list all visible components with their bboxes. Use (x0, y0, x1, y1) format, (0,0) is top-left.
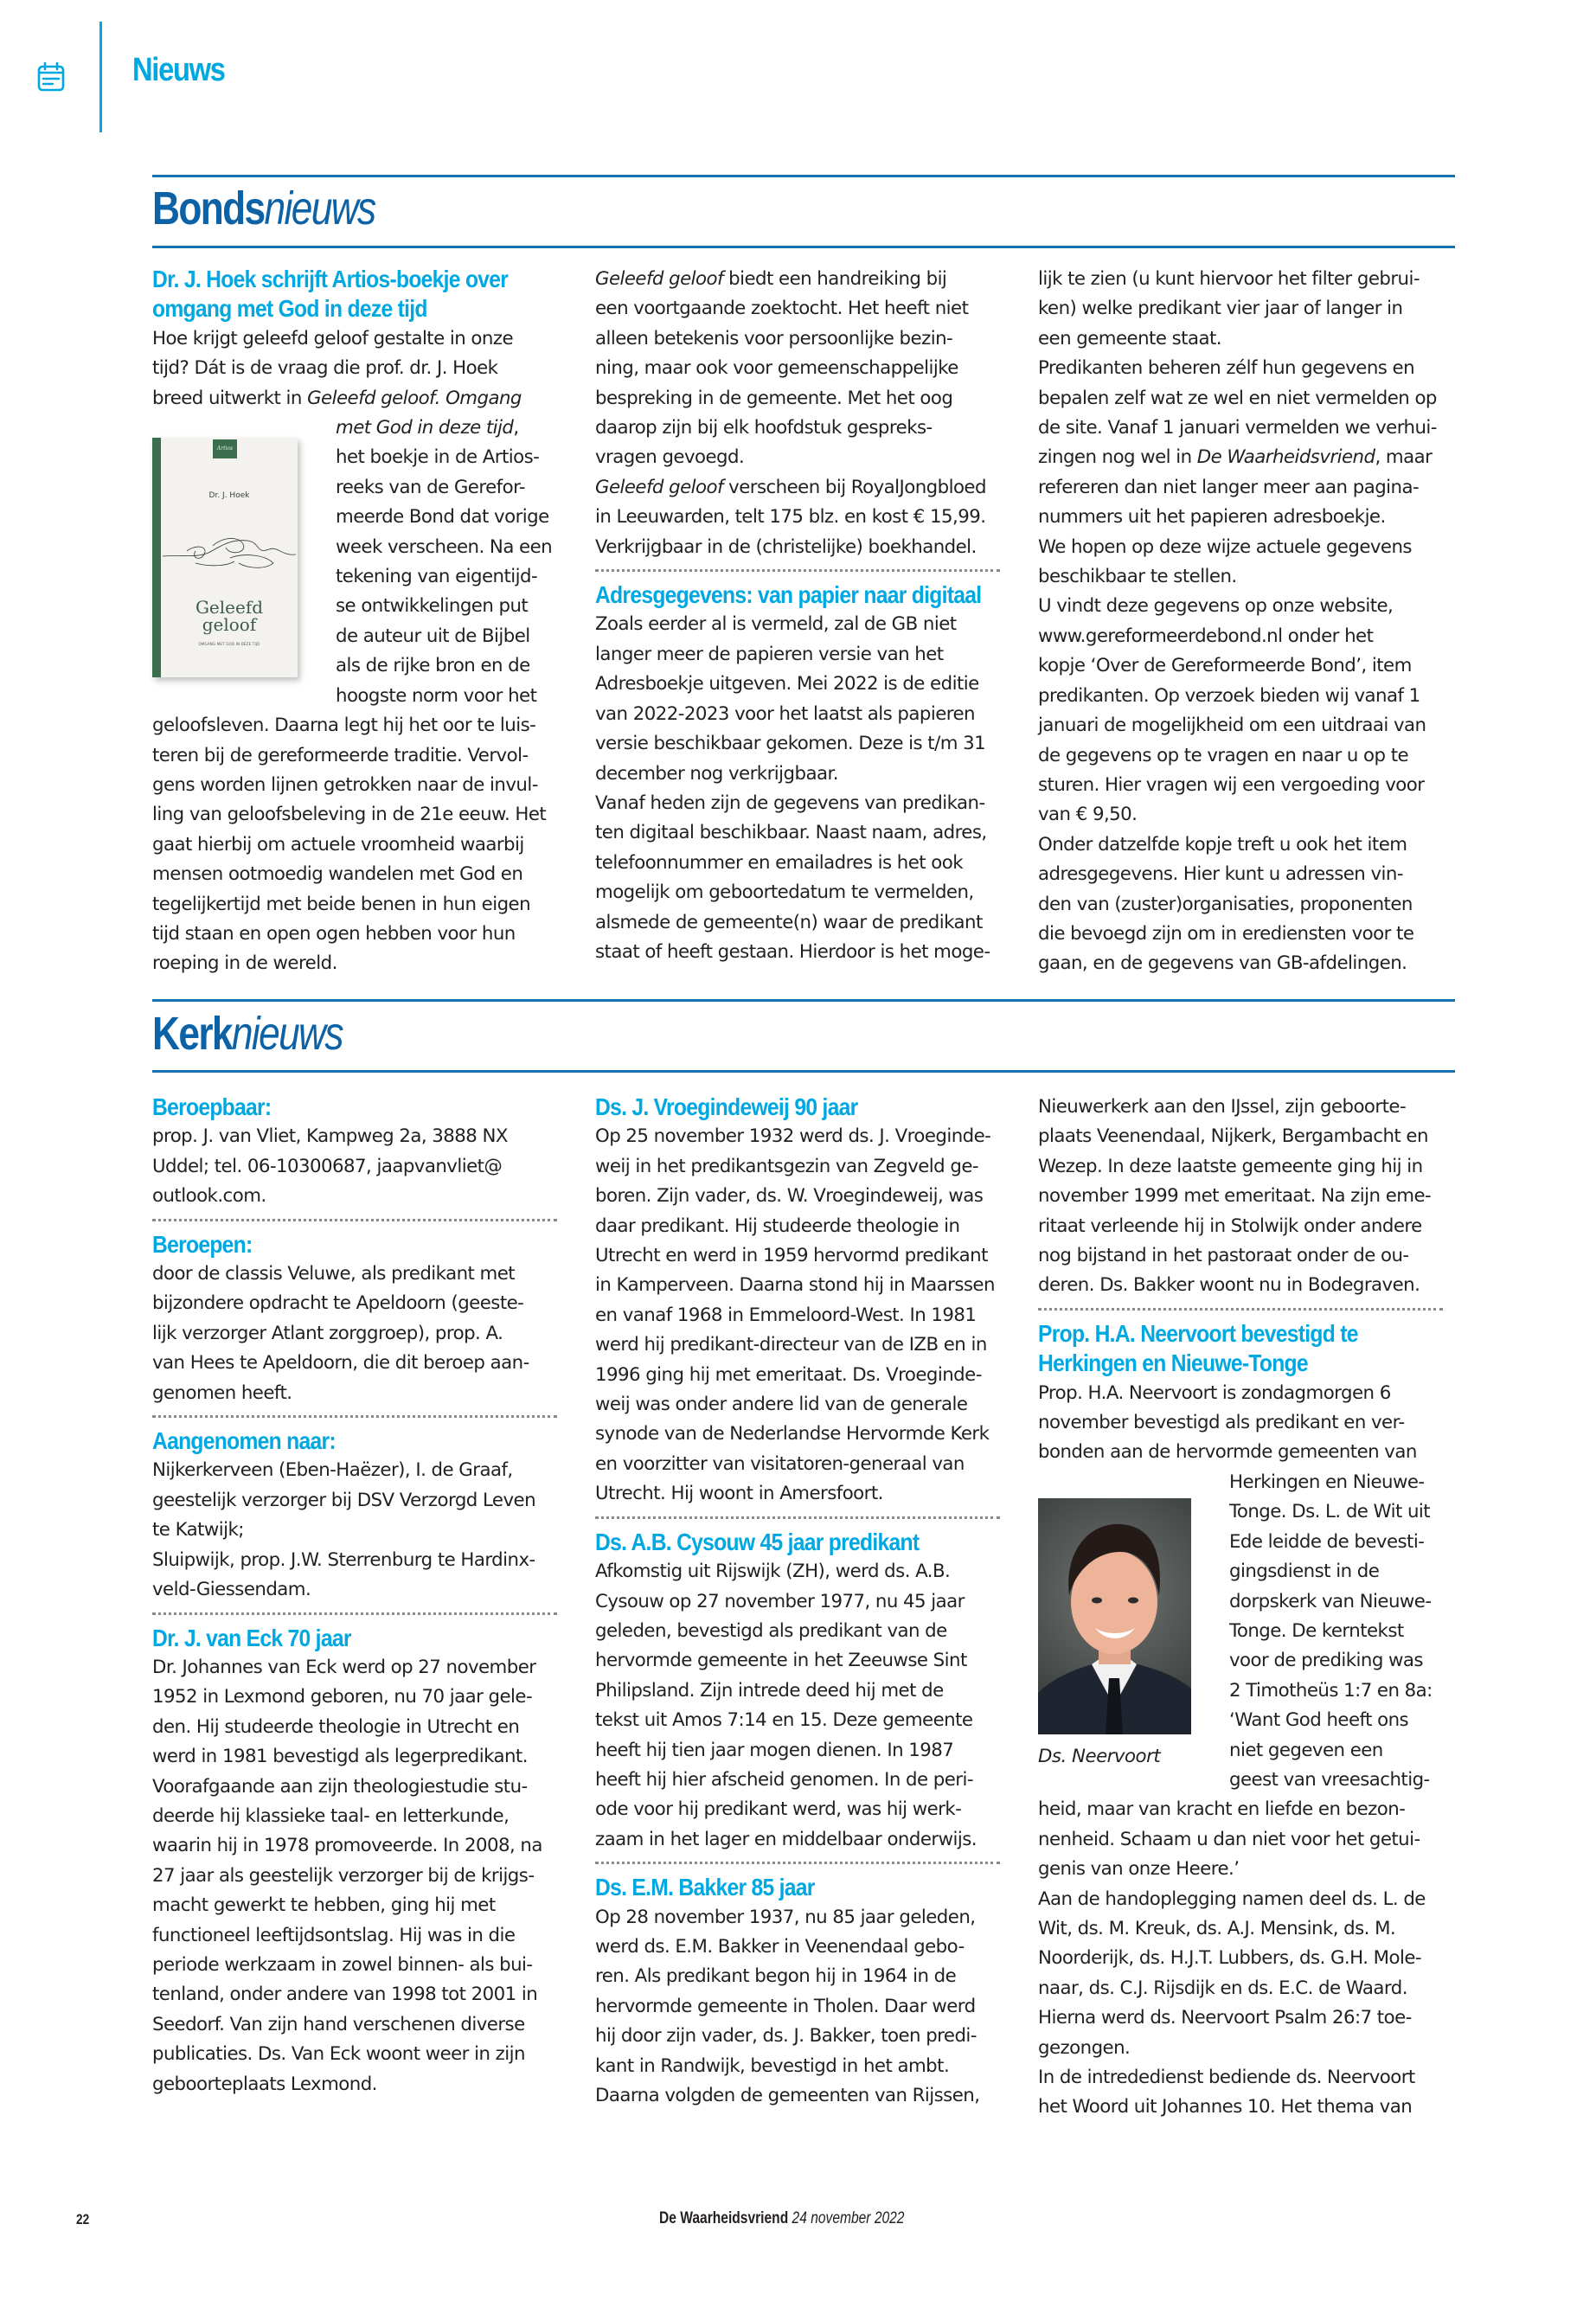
text-line: de site. Vanaf 1 januari vermelden we verhui- (1038, 417, 1437, 439)
text-line: hoogste norm voor het (336, 684, 537, 707)
section-rule-bottom (152, 246, 1455, 248)
text-line: de gegevens op te vragen en naar u op te (1038, 744, 1409, 766)
text-line: heeft hij hier afscheid genomen. In de peri- (595, 1768, 974, 1791)
title-bold: Kerk (152, 1008, 232, 1060)
article-headline: Adresgegevens: van papier naar digitaal (595, 581, 982, 609)
text-line: gaan, en de gegevens van GB-afdelingen. (1038, 952, 1407, 975)
book-title-italic: Geleefd geloof (595, 268, 723, 290)
text-line: zaam in het lager en middelbaar onderwijs. (595, 1828, 977, 1850)
book-title (161, 599, 298, 633)
text-line: een gemeente staat. (1038, 327, 1221, 349)
text-plain: verscheen bij RoyalJongbloed (722, 476, 986, 498)
text-line: predikanten. Op verzoek bieden wij vanaf 1 (1038, 684, 1420, 707)
text-line: Zoals eerder al is vermeld, zal de GB niet (595, 613, 957, 636)
section-title-kerknieuws (152, 1008, 343, 1060)
text-line: Aan de handoplegging namen deel ds. L. de (1038, 1888, 1426, 1910)
text-line: functioneel leeftijdsontslag. Hij was in die (152, 1924, 516, 1946)
portrait-photo (1038, 1498, 1191, 1734)
text-line: weij in het predikantsgezin van Zegveld ge- (595, 1155, 979, 1177)
text-line: geest van vreesachtig- (1229, 1768, 1430, 1791)
text-plain: zingen nog wel in (1038, 446, 1197, 469)
text-line: genomen heeft. (152, 1381, 292, 1404)
text-line: plaats Veenendaal, Nijkerk, Bergambacht en (1038, 1125, 1428, 1148)
text-line: Seedorf. Van zijn hand verschenen diverse (152, 2013, 525, 2035)
text-line: deren. Ds. Bakker woont nu in Bodegraven. (1038, 1274, 1420, 1297)
text-line: gens worden lijnen getrokken naar de invul- (152, 773, 538, 796)
text-line: ning, maar ook voor gemeenschappelijke (595, 357, 958, 380)
text-line: heeft hij tien jaar mogen dienen. In 1987 (595, 1739, 954, 1761)
cysouw-headline: Ds. A.B. Cysouw 45 jaar predikant (595, 1528, 920, 1555)
beroepen-headline: Beroepen: (152, 1230, 253, 1258)
text-line: een voortgaande zoektocht. Het heeft niet (595, 298, 969, 320)
text-line: 2 Timotheüs 1:7 en 8a: (1229, 1679, 1433, 1702)
title-italic: nieuws (264, 183, 375, 234)
text-line: versie beschikbaar gekomen. Deze is t/m 31 (595, 733, 986, 755)
text-line: synode van de Nederlandse Hervormde Kerk (595, 1423, 990, 1445)
text-line: macht gewerkt te hebben, ging hij met (152, 1894, 496, 1917)
text-line: week verscheen. Na een (336, 535, 553, 558)
text-line: publicaties. Ds. Van Eck woont weer in zijn (152, 2043, 525, 2066)
dotted-divider (152, 1219, 557, 1221)
text-line: Utrecht en werd in 1959 hervormd predikant (595, 1245, 988, 1267)
text-line: Nieuwerkerk aan den IJssel, zijn geboorte- (1038, 1096, 1407, 1118)
text-line: gezongen. (1038, 2036, 1131, 2059)
text-line: ken) welke predikant vier jaar of langer in (1038, 298, 1403, 320)
page-number: 22 (76, 2211, 90, 2227)
section-rule-top (152, 175, 1455, 177)
section-label: Nieuws (132, 52, 225, 88)
text-line: Wezep. In deze laatste gemeente ging hij in (1038, 1155, 1423, 1177)
book-title-italic: met God in deze tijd (336, 417, 514, 439)
text-line: tijd staan en open ogen hebben voor hun (152, 922, 516, 945)
text-line: bepalen zelf wat ze wel en niet vermelden op (1038, 387, 1437, 409)
book-title-italic: Geleefd geloof. Omgang (307, 387, 522, 409)
headline-line: Prop. H.A. Neervoort bevestigd te (1038, 1319, 1358, 1347)
text-line: langer meer de papieren versie van het (595, 643, 944, 665)
text-line: Wit, ds. M. Kreuk, ds. A.J. Mensink, ds. M. (1038, 1917, 1396, 1939)
text-line: tenland, onder andere van 1998 tot 2001 in (152, 1984, 538, 2006)
headline-line: Herkingen en Nieuwe-Tonge (1038, 1349, 1308, 1377)
text-line: Predikanten beheren zélf hun gegevens en (1038, 357, 1415, 380)
text-line: Sluipwijk, prop. J.W. Sterrenburg te Hardinx- (152, 1548, 535, 1571)
text-line: hervormde gemeente in Tholen. Daar werd (595, 1995, 976, 2017)
book-author: Dr. J. Hoek (208, 491, 250, 500)
text-line: gaat hierbij om actuele vroomheid waarbij (152, 833, 524, 856)
text-line: in Kamperveen. Daarna stond hij in Maarssen (595, 1274, 995, 1297)
text-line (152, 384, 569, 413)
text-line: waarin hij in 1978 promoveerde. In 2008, na (152, 1835, 542, 1857)
text-line: werd hij predikant-directeur van de IZB en in (595, 1334, 987, 1356)
book-title-line: geloof (202, 614, 257, 635)
text-line: mensen ootmoedig wandelen met God en (152, 863, 523, 886)
text-line: daar predikant. Hij studeerde theologie in (595, 1215, 960, 1237)
text-line: Cysouw op 27 november 1977, nu 45 jaar (595, 1590, 965, 1612)
text-line: We hopen op deze wijze actuele gegevens (1038, 535, 1412, 558)
text-line: se ontwikkelingen put (336, 595, 529, 618)
text-line (336, 413, 569, 443)
text-line: adresgegevens. Hier kunt u adressen vin- (1038, 863, 1403, 886)
text-line: het Woord uit Johannes 10. Het thema van (1038, 2096, 1413, 2118)
text-line: geloofsleven. Daarna legt hij het oor te luis- (152, 715, 536, 737)
book-cover-image (152, 438, 298, 677)
text-plain: , maar (1375, 446, 1433, 469)
text-line: Nijkerkerveen (Eben-Haëzer), I. de Graaf, (152, 1459, 513, 1482)
text-line: ‘Want God heeft ons (1229, 1709, 1409, 1732)
text-line: Verkrijgbaar in de (christelijke) boekhandel. (595, 535, 977, 558)
text-line: als de rijke bron en de (336, 655, 530, 677)
text-line: Op 25 november 1932 werd ds. J. Vroeginde- (595, 1125, 991, 1148)
text-line: alsmede de gemeente(n) waar de predikant (595, 911, 983, 933)
text-line: ritaat verleende hij in Stolwijk onder andere (1038, 1215, 1422, 1237)
text-line: bonden aan de hervormde gemeenten van (1038, 1441, 1417, 1464)
text-line: alleen betekenis voor persoonlijke bezin- (595, 327, 953, 349)
van-eck-headline: Dr. J. van Eck 70 jaar (152, 1624, 351, 1651)
text-line: mogelijk om geboortedatum te vermelden, (595, 881, 974, 904)
text-line: tekst uit Amos 7:14 en 15. Deze gemeente (595, 1709, 973, 1732)
text-line: ten digitaal beschikbaar. Naast naam, adres, (595, 822, 987, 844)
dotted-divider (1038, 1308, 1443, 1311)
text-line: Dr. Johannes van Eck werd op 27 november (152, 1656, 536, 1678)
text-line: hij door zijn vader, ds. J. Bakker, toen predi- (595, 2025, 977, 2048)
text-line: U vindt deze gegevens op onze website, (1038, 595, 1394, 618)
text-line: Voorafgaande aan zijn theologiestudie stu- (152, 1775, 528, 1798)
text-line: november bevestigd als predikant en ver- (1038, 1412, 1405, 1434)
headline-line: omgang met God in deze tijd (152, 295, 427, 323)
text-line: geleden, bevestigd als predikant van de (595, 1619, 947, 1642)
text-line: door de classis Veluwe, als predikant met (152, 1263, 516, 1285)
text-line: Hoe krijgt geleefd geloof gestalte in onze (152, 327, 514, 349)
text-line: van 2022-2023 voor het laatst als papieren (595, 702, 975, 725)
calendar-list-icon (37, 62, 65, 92)
text-line: van Hees te Apeldoorn, die dit beroep aan- (152, 1352, 529, 1375)
aangenomen-headline: Aangenomen naar: (152, 1427, 336, 1455)
text-line: geboorteplaats Lexmond. (152, 2073, 377, 2095)
dotted-divider (595, 569, 1000, 572)
text-line: bijzondere opdracht te Apeldoorn (geeste- (152, 1292, 524, 1315)
text-line: 1952 in Lexmond geboren, nu 70 jaar gele- (152, 1686, 533, 1708)
text-line: nummers uit het papieren adresboekje. (1038, 506, 1386, 529)
text-line: naar, ds. C.J. Rijsdijk en ds. E.C. de Waard. (1038, 1977, 1407, 1999)
section-title-bondsnieuws (152, 185, 375, 232)
text-line: het boekje in de Artios- (336, 446, 540, 469)
text-line: Tonge. De kerntekst (1229, 1619, 1404, 1642)
text-line: deerde hij klassieke taal- en letterkunde, (152, 1804, 510, 1827)
text-line: tekening van eigentijd- (336, 566, 538, 588)
article-adresgegevens-continued (1038, 265, 1455, 979)
text-line: januari de mogelijkheid om een uitdraai van (1038, 715, 1426, 737)
text-line: Vanaf heden zijn de gegevens van predikan- (595, 792, 985, 814)
website-link[interactable]: www.gereformeerdebond.nl onder het (1038, 625, 1374, 647)
text-line: ling van geloofsbeleving in de 21e eeuw. Het (152, 804, 547, 826)
text-line: telefoonnummer en emailadres is het ook (595, 851, 964, 874)
text-plain: , (513, 417, 519, 439)
text-line: 1996 ging hij met emeritaat. Ds. Vroeginde- (595, 1363, 982, 1386)
text-line: dorpskerk van Nieuwe- (1229, 1590, 1432, 1612)
line-drawing-illustration (161, 529, 298, 580)
text-line: den van (zuster)organisaties, proponenten (1038, 893, 1413, 915)
text-line: hervormde gemeente in het Zeeuwse Sint (595, 1650, 967, 1672)
text-line: kopje ‘Over de Gereformeerde Bond’, item (1038, 655, 1412, 677)
text-line: Philipsland. Zijn intrede deed hij met de (595, 1679, 944, 1702)
text-line: Op 28 november 1937, nu 85 jaar geleden, (595, 1906, 976, 1928)
text-line: den. Hij studeerde theologie in Utrecht en (152, 1715, 520, 1738)
text-line: bespreking in de gemeente. Met het oog (595, 387, 953, 409)
text-line (595, 265, 1012, 294)
text-line: nog bijstand in het pastoraat onder de ou- (1038, 1245, 1409, 1267)
text-line: meerde Bond dat vorige (336, 506, 549, 529)
article-hoek-continued (595, 265, 1012, 967)
title-italic: nieuws (231, 1008, 343, 1060)
text-line: de auteur uit de Bijbel (336, 625, 530, 647)
text-line: Afkomstig uit Rijswijk (ZH), werd ds. A.B. (595, 1561, 951, 1583)
article-headline (152, 265, 567, 324)
text-line: tijd? Dát is de vraag die prof. dr. J. Hoek (152, 357, 498, 380)
text-plain: biedt een handreiking bij (722, 268, 947, 290)
text-line: gingsdienst in de (1229, 1561, 1380, 1583)
text-line: Onder datzelfde kopje treft u ook het item (1038, 833, 1407, 856)
magazine-name: De Waarheidsvriend (659, 2209, 789, 2227)
text-line: Ede leidde de bevesti- (1229, 1530, 1425, 1553)
text-line: van € 9,50. (1038, 804, 1138, 826)
kerknieuws-column-2 (595, 1093, 1012, 2111)
section-rule-bottom (152, 1070, 1455, 1073)
text-line: Daarna volgden de gemeenten van Rijssen, (595, 2085, 980, 2106)
book-spine (152, 438, 161, 677)
dotted-divider (152, 1612, 557, 1615)
text-line: refereren dan niet langer meer aan pagina- (1038, 476, 1420, 498)
text-line: beschikbaar te stellen. (1038, 566, 1237, 588)
text-line: veld-Giessendam. (152, 1579, 311, 1601)
kerknieuws-column-1 (152, 1093, 569, 2099)
book-subtitle: OMGANG MET GOD IN DEZE TIJD (198, 642, 260, 646)
text-line: werd ds. E.M. Bakker in Veenendaal gebo- (595, 1935, 965, 1958)
text-line: vragen gevoegd. (595, 446, 745, 469)
dotted-divider (595, 1862, 1000, 1864)
text-line: werd in 1981 bevestigd als legerpredikant. (152, 1746, 528, 1768)
issue-date: 24 november 2022 (792, 2209, 905, 2227)
text-line: teren bij de gereformeerde traditie. Vervol- (152, 744, 529, 766)
text-line: roeping in de wereld. (152, 952, 337, 975)
text-line: ren. Als predikant begon hij in 1964 in de (595, 1965, 957, 1988)
text-line: Prop. H.A. Neervoort is zondagmorgen 6 (1038, 1381, 1391, 1404)
headline-line: Dr. J. Hoek schrijft Artios-boekje over (152, 266, 509, 292)
text-line: prop. J. van Vliet, Kampweg 2a, 3888 NX (152, 1125, 508, 1148)
text-line: genis van onze Heere.’ (1038, 1858, 1240, 1881)
text-line (1038, 443, 1455, 472)
text-plain: breed uitwerkt in (152, 387, 308, 409)
header-divider (99, 22, 102, 132)
text-line (595, 473, 1012, 503)
text-line: december nog verkrijgbaar. (595, 762, 838, 785)
text-line: Noorderijk, ds. H.J.T. Lubbers, ds. G.H. Mole- (1038, 1947, 1422, 1970)
text-line: 27 jaar als geestelijk verzorger bij de krijgs- (152, 1864, 535, 1887)
text-line: en vanaf 1968 in Emmeloord-West. In 1981 (595, 1304, 977, 1326)
text-line: Utrecht. Hij woont in Amersfoort. (595, 1483, 883, 1505)
bakker-headline: Ds. E.M. Bakker 85 jaar (595, 1874, 815, 1901)
text-line: periode werkzaam in zowel binnen- als bui- (152, 1953, 533, 1976)
text-line: ode voor hij predikant werd, was hij werk- (595, 1798, 962, 1821)
text-line: te Katwijk; (152, 1519, 244, 1541)
text-line: boren. Zijn vader, ds. W. Vroegindeweij, was (595, 1185, 984, 1208)
book-title-line: Geleefd (195, 597, 264, 618)
text-line: daarop zijn bij elk hoofdstuk gespreks- (595, 417, 933, 439)
text-line: kant in Randwijk, bevestigd in het ambt. (595, 2054, 950, 2077)
text-line: niet gegeven een (1229, 1739, 1383, 1761)
text-line: Herkingen en Nieuwe- (1229, 1471, 1425, 1493)
text-line: reeks van de Gerefor- (336, 476, 526, 498)
text-line: en voorzitter van visitatoren-generaal van (595, 1452, 965, 1475)
text-line: voor de prediking was (1229, 1650, 1423, 1672)
text-line: heid, maar van kracht en liefde en bezon- (1038, 1798, 1406, 1821)
text-line: die bevoegd zijn om in erediensten voor te (1038, 922, 1414, 945)
email-link[interactable]: Uddel; tel. 06-10300687, jaapvanvliet@ (152, 1155, 503, 1177)
text-line: In de intrededienst bediende ds. Neervoort (1038, 2067, 1415, 2088)
email-link[interactable]: outlook.com. (152, 1185, 266, 1208)
text-line: geestelijk verzorger bij DSV Verzorgd Leven (152, 1489, 536, 1511)
series-logo: Artios (213, 439, 237, 458)
text-line: weij was onder andere lid van de generale (595, 1394, 968, 1416)
text-line: in Leeuwarden, telt 175 blz. en kost € 15,99. (595, 506, 986, 529)
book-title-italic: Geleefd geloof (595, 476, 723, 498)
text-line: staat of heeft gestaan. Hierdoor is het moge- (595, 940, 990, 963)
neervoort-headline (1038, 1319, 1453, 1379)
dotted-divider (595, 1516, 1000, 1519)
vroegindeweij-headline: Ds. J. Vroegindeweij 90 jaar (595, 1093, 858, 1120)
photo-caption: Ds. Neervoort (1038, 1746, 1161, 1767)
title-bold: Bonds (152, 183, 265, 234)
text-line: lijk verzorger Atlant zorggroep), prop. A. (152, 1322, 503, 1344)
dotted-divider (152, 1415, 557, 1418)
text-line: Hierna werd ds. Neervoort Psalm 26:7 toe- (1038, 2007, 1412, 2029)
text-line: Tonge. Ds. L. de Wit uit (1229, 1501, 1431, 1523)
text-line: november 1999 met emeritaat. Na zijn eme- (1038, 1185, 1432, 1208)
text-line: tegelijkertijd met beide benen in hun eigen (152, 893, 531, 915)
text-line: sturen. Hier vragen wij een vergoeding voor (1038, 773, 1425, 796)
text-line: Adresboekje uitgeven. Mei 2022 is de editie (595, 673, 979, 695)
section-rule-top (152, 999, 1455, 1002)
text-line: nenheid. Schaam u dan niet voor het getui- (1038, 1828, 1420, 1850)
magazine-name-italic: De Waarheidsvriend (1196, 446, 1375, 469)
beroepbaar-headline: Beroepbaar: (152, 1093, 272, 1120)
publication-info (659, 2209, 904, 2228)
text-line: lijk te zien (u kunt hiervoor het filter gebrui- (1038, 268, 1420, 290)
